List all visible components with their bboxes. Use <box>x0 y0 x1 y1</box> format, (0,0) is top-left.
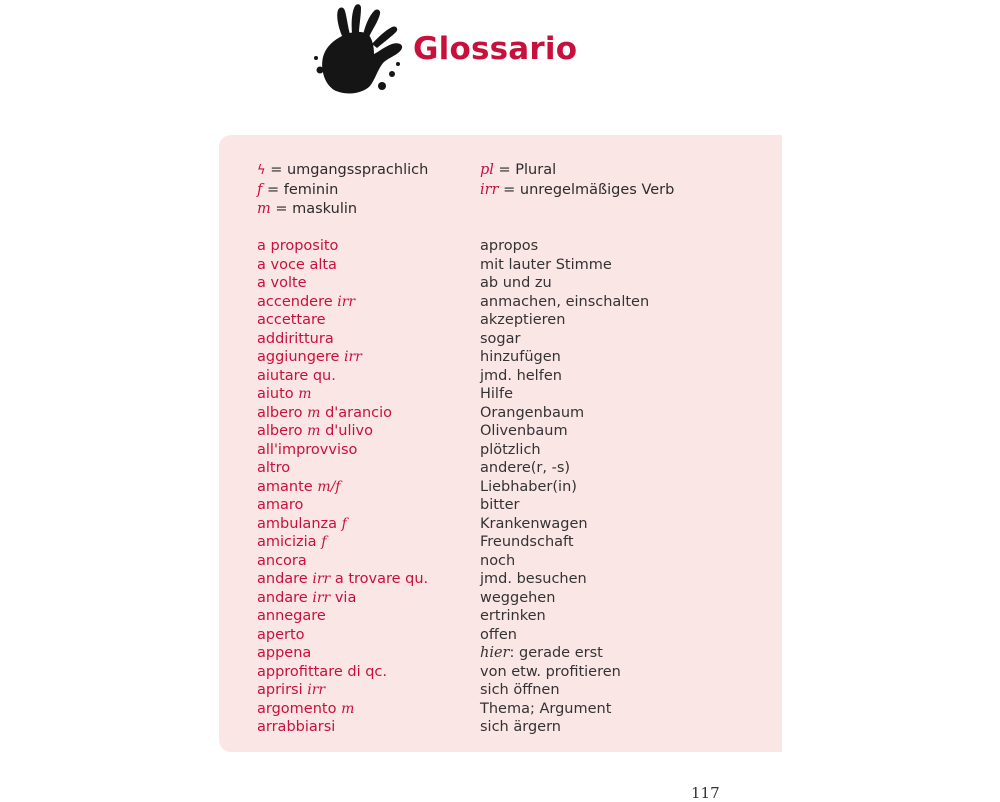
legend-feminine-text: = feminin <box>266 181 339 198</box>
page-number: 117 <box>691 784 720 802</box>
italian-term <box>257 478 341 497</box>
page-title: Glossario <box>413 31 578 67</box>
colloquial-icon: ϟ <box>257 163 266 178</box>
grammar-tag: m <box>307 404 321 421</box>
german-translation <box>480 570 587 589</box>
glossary-entry <box>257 681 777 700</box>
italian-term <box>257 237 338 256</box>
german-translation <box>480 256 612 275</box>
italian-word: addirittura <box>257 330 334 347</box>
german-translation <box>480 552 515 571</box>
german-translation <box>480 237 538 256</box>
italian-word: a voce alta <box>257 256 337 273</box>
german-translation <box>480 515 588 534</box>
german-translation <box>480 293 649 312</box>
italian-term <box>257 385 312 404</box>
italian-word: aiutare qu. <box>257 367 336 384</box>
german-translation <box>480 478 577 497</box>
italian-term <box>257 459 290 478</box>
german-text: Freundschaft <box>480 534 574 550</box>
german-text: von etw. profitieren <box>480 663 621 680</box>
grammar-tag: irr <box>312 589 331 606</box>
german-text: bitter <box>480 497 520 513</box>
glossary-entry <box>257 237 777 256</box>
german-text: sich ärgern <box>480 719 561 735</box>
german-translation <box>480 644 603 663</box>
grammar-tag: m/f <box>317 478 341 495</box>
italian-term <box>257 589 356 608</box>
german-translation <box>480 626 517 645</box>
italian-word-continued: via <box>334 589 357 606</box>
glossary-entry <box>257 404 777 423</box>
german-text: Thema; Argument <box>480 700 612 717</box>
glossary-entry <box>257 570 777 589</box>
german-translation <box>480 367 562 386</box>
legend-masculine <box>257 200 357 220</box>
italian-term <box>257 293 355 312</box>
german-text: plötzlich <box>480 441 541 458</box>
glossary-entry <box>257 385 777 404</box>
glossary-entry <box>257 589 777 608</box>
german-text: jmd. helfen <box>480 367 562 384</box>
italian-word: all'improvviso <box>257 441 358 458</box>
italian-term <box>257 311 326 330</box>
grammar-tag: f <box>321 534 327 550</box>
legend-plural-abbr: pl <box>480 162 494 178</box>
italian-word: ambulanza <box>257 515 338 532</box>
german-translation <box>480 533 574 552</box>
grammar-tag: m <box>307 423 321 439</box>
german-text: ab und zu <box>480 275 552 291</box>
legend-plural-text: = Plural <box>498 162 557 178</box>
glossary-entry <box>257 274 777 293</box>
german-text: Orangenbaum <box>480 404 585 421</box>
italian-word: aiuto <box>257 386 294 402</box>
grammar-tag: f <box>341 515 347 532</box>
glossary-entry <box>257 700 777 719</box>
glossary-entry <box>257 533 777 552</box>
german-text: noch <box>480 552 516 569</box>
german-translation <box>480 330 520 349</box>
german-translation <box>480 404 584 423</box>
italian-word: annegare <box>257 608 326 624</box>
italian-term <box>257 274 307 293</box>
glossary-entry <box>257 478 777 497</box>
glossary-entry <box>257 293 777 312</box>
glossary-entry <box>257 718 777 737</box>
german-translation <box>480 607 546 626</box>
glossary-entry <box>257 422 777 441</box>
german-translation <box>480 441 541 460</box>
italian-word: albero <box>257 423 303 439</box>
glossary-entry <box>257 330 777 349</box>
italian-word: amante <box>257 478 313 495</box>
german-text: andere(r, -s) <box>480 460 571 476</box>
italian-word: aggiungere <box>257 349 340 365</box>
italian-term <box>257 256 337 275</box>
legend-feminine <box>257 181 338 201</box>
italian-word: amicizia <box>257 534 317 550</box>
italian-word: argomento <box>257 700 337 717</box>
italian-term <box>257 404 392 423</box>
german-translation <box>480 274 552 293</box>
german-translation <box>480 348 561 367</box>
italian-term <box>257 422 373 441</box>
italian-word: a proposito <box>257 238 339 254</box>
german-translation <box>480 681 560 700</box>
italian-word: andare <box>257 589 308 606</box>
handprint-icon <box>312 2 408 98</box>
italian-word: accendere <box>257 293 333 310</box>
glossary-entry <box>257 515 777 534</box>
italian-term <box>257 496 303 515</box>
german-text: sogar <box>480 330 521 347</box>
italian-word: andare <box>257 571 308 587</box>
glossary-entry <box>257 441 777 460</box>
italian-term <box>257 533 326 552</box>
german-text: sich öffnen <box>480 682 560 698</box>
german-text: Krankenwagen <box>480 515 588 532</box>
italian-term <box>257 367 336 386</box>
german-text: weggehen <box>480 589 556 606</box>
italian-term <box>257 552 307 571</box>
glossary-list <box>257 237 777 737</box>
italian-term <box>257 663 387 682</box>
german-text: offen <box>480 626 517 643</box>
abbreviation-legend <box>257 161 777 220</box>
glossary-entry <box>257 626 777 645</box>
glossary-panel <box>219 135 782 752</box>
italian-word-continued: d'arancio <box>325 404 393 421</box>
german-text: anmachen, einschalten <box>480 293 650 310</box>
german-text: Hilfe <box>480 386 513 402</box>
legend-irregular-text: = unregelmäßiges Verb <box>503 181 675 198</box>
grammar-tag: m <box>298 386 312 402</box>
glossary-entry <box>257 256 777 275</box>
glossary-entry <box>257 496 777 515</box>
grammar-tag: irr <box>344 349 362 365</box>
italian-term <box>257 441 357 460</box>
german-translation <box>480 385 513 404</box>
legend-irregular <box>480 181 674 201</box>
grammar-tag: irr <box>337 293 356 310</box>
legend-row <box>257 181 777 201</box>
italian-word: a volte <box>257 275 307 291</box>
grammar-tag: irr <box>307 682 326 698</box>
legend-plural <box>480 161 556 181</box>
german-translation <box>480 700 611 719</box>
legend-colloquial <box>257 161 428 181</box>
italian-term <box>257 515 347 534</box>
glossary-entry <box>257 348 777 367</box>
italian-term <box>257 570 428 589</box>
legend-masculine-abbr: m <box>257 201 271 217</box>
italian-word: accettare <box>257 312 326 328</box>
grammar-tag: irr <box>312 571 331 587</box>
italian-word: aprirsi <box>257 682 303 698</box>
italian-word-continued: a trovare qu. <box>334 571 429 587</box>
glossary-entry <box>257 311 777 330</box>
legend-row <box>257 161 777 181</box>
italian-term <box>257 348 362 367</box>
glossary-entry <box>257 607 777 626</box>
glossary-entry <box>257 552 777 571</box>
italian-term <box>257 700 354 719</box>
grammar-tag: m <box>341 700 355 717</box>
german-text: : gerade erst <box>509 645 603 661</box>
italian-term <box>257 718 335 737</box>
italian-word: altro <box>257 460 291 476</box>
italian-word: aperto <box>257 626 305 643</box>
german-translation <box>480 422 568 441</box>
italian-term <box>257 644 311 663</box>
german-translation <box>480 459 570 478</box>
german-translation <box>480 589 555 608</box>
glossary-entry <box>257 459 777 478</box>
italian-term <box>257 607 326 626</box>
german-text: mit lauter Stimme <box>480 256 612 273</box>
legend-colloquial-text: = umgangssprachlich <box>270 162 429 178</box>
german-text: hinzufügen <box>480 349 561 365</box>
glossary-entry <box>257 663 777 682</box>
german-translation <box>480 663 621 682</box>
italian-word: albero <box>257 404 303 421</box>
italian-word-continued: d'ulivo <box>325 423 373 439</box>
italian-word: appena <box>257 645 312 661</box>
glossary-entry <box>257 367 777 386</box>
german-text: Liebhaber(in) <box>480 478 577 495</box>
legend-irregular-abbr: irr <box>480 181 499 198</box>
german-text: Olivenbaum <box>480 423 568 439</box>
legend-masculine-text: = maskulin <box>275 201 358 217</box>
italian-term <box>257 626 305 645</box>
italian-word: amaro <box>257 497 304 513</box>
italian-word: arrabbiarsi <box>257 719 336 735</box>
german-text: akzeptieren <box>480 312 566 328</box>
italian-word: approfittare di qc. <box>257 663 387 680</box>
italian-term <box>257 330 334 349</box>
german-translation <box>480 496 520 515</box>
italian-word: ancora <box>257 552 307 569</box>
legend-row <box>257 200 777 220</box>
usage-note: hier <box>480 645 510 661</box>
glossary-entry <box>257 644 777 663</box>
german-translation <box>480 718 561 737</box>
german-text: jmd. besuchen <box>480 571 587 587</box>
german-text: apropos <box>480 238 539 254</box>
legend-feminine-abbr: f <box>257 181 263 198</box>
german-translation <box>480 311 565 330</box>
german-text: ertrinken <box>480 608 546 624</box>
italian-term <box>257 681 325 700</box>
